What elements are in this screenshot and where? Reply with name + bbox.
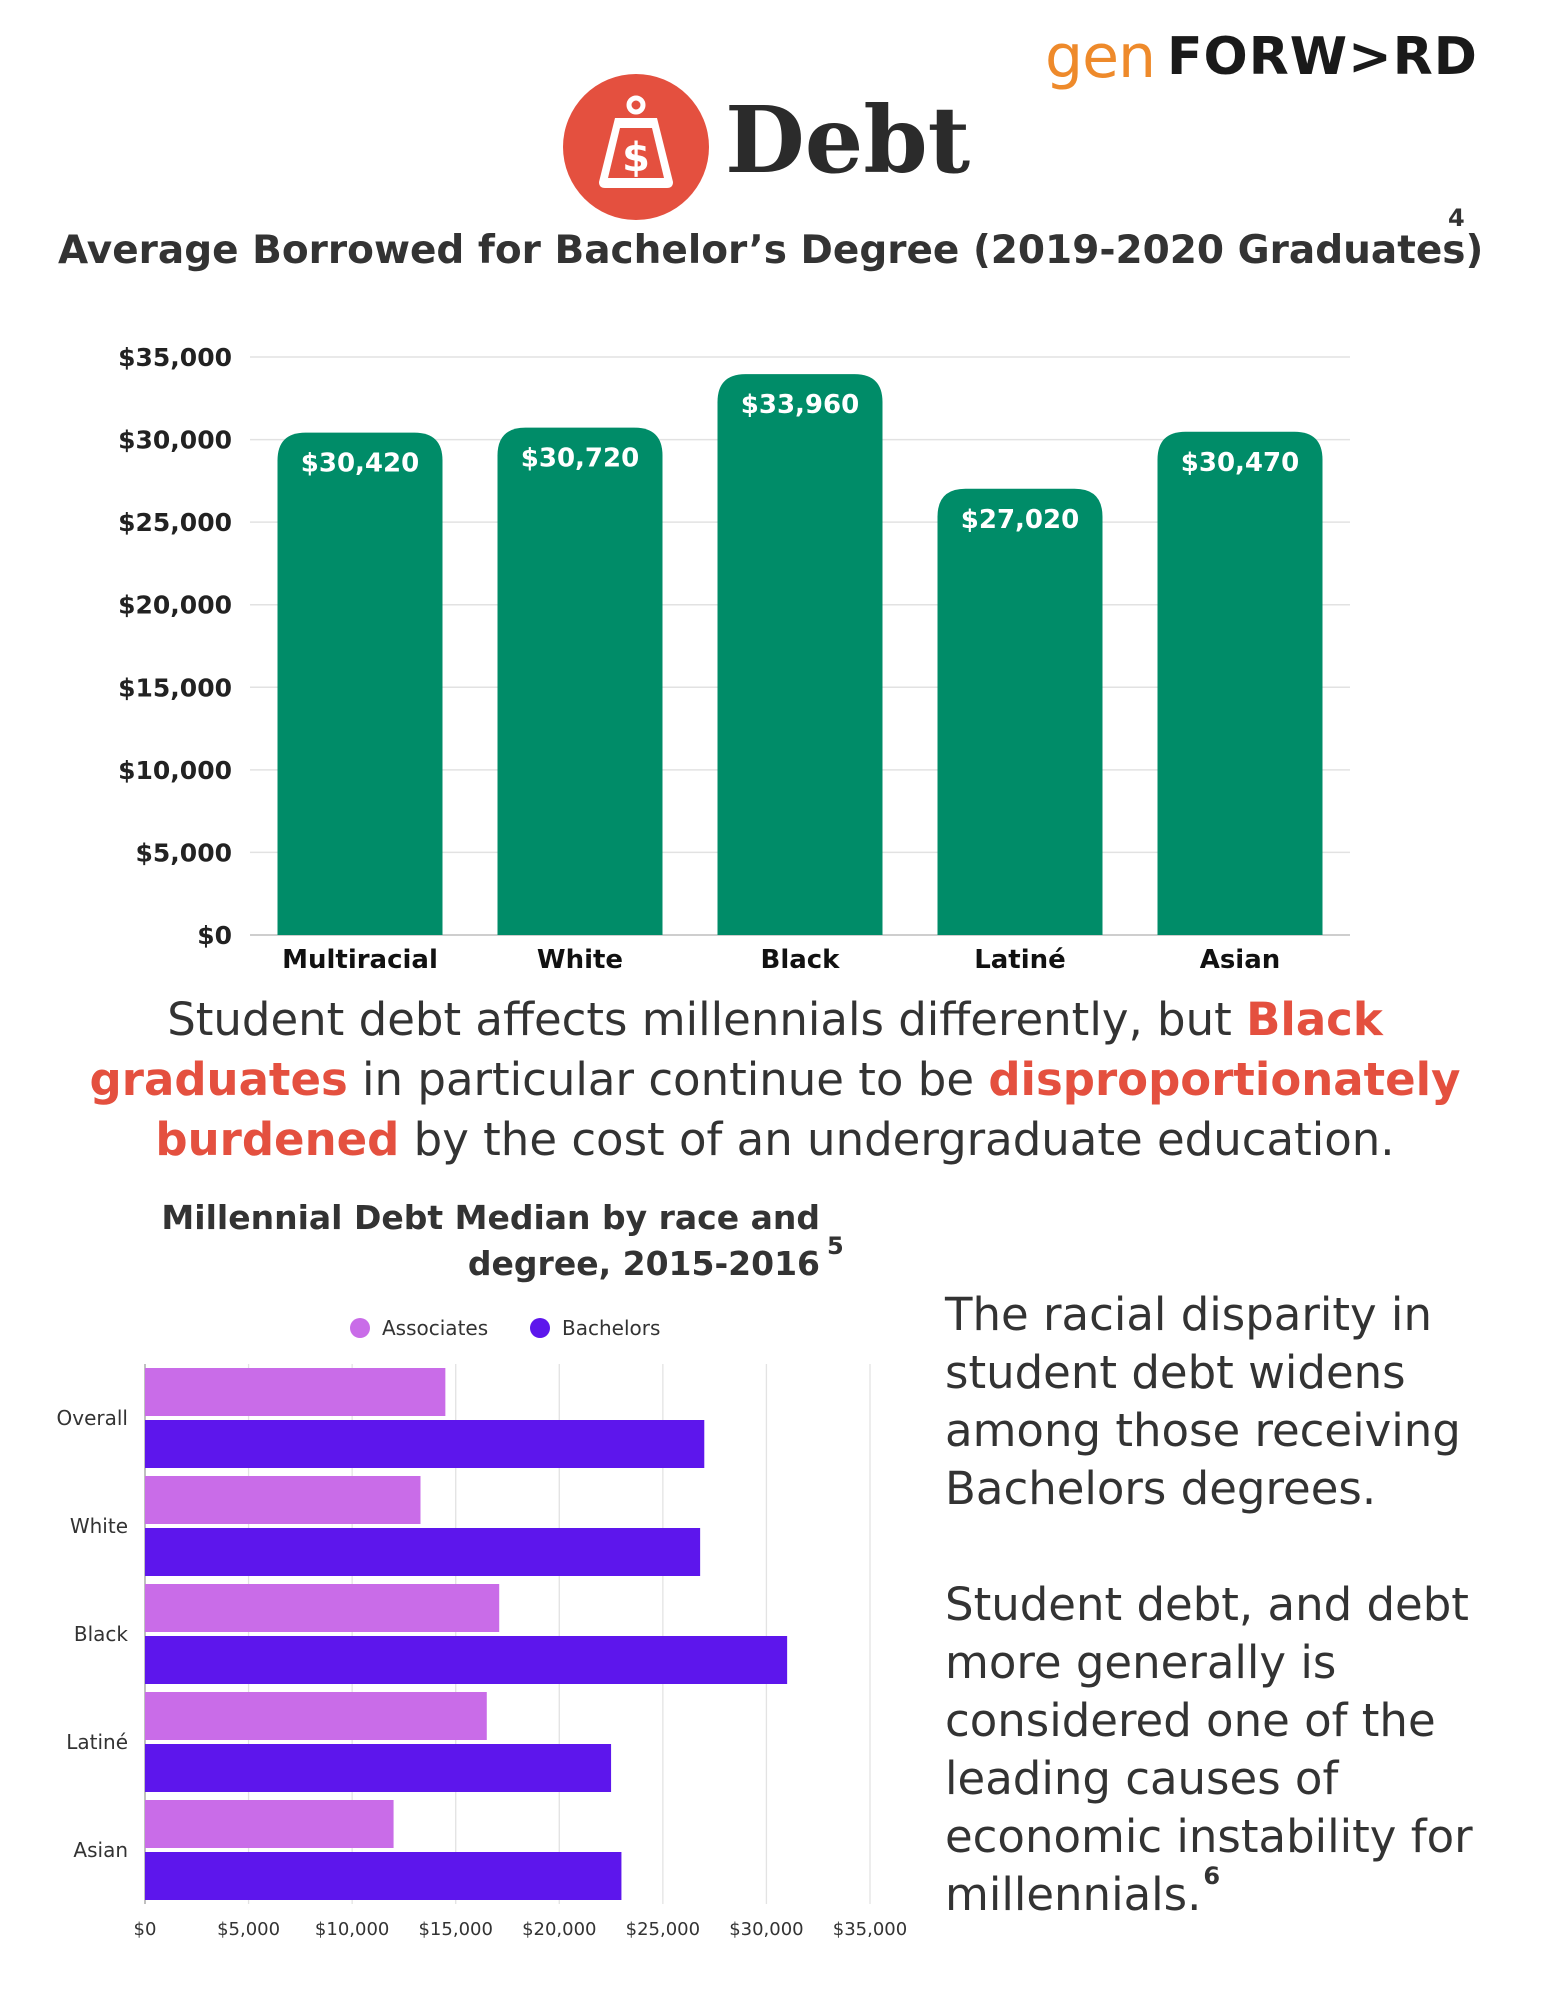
chart2-x-tick: $15,000 [418,1919,493,1940]
chart2-x-tick: $30,000 [729,1919,804,1940]
chart2-x-tick: $0 [133,1919,157,1940]
chart2-bar-white-associates [145,1476,421,1524]
chart2-title [120,1195,820,1287]
key-statement [80,990,1470,1170]
chart1-x-label: Asian [1199,945,1281,975]
chart2-x-tick: $35,000 [832,1919,908,1940]
side-commentary [945,1286,1505,1931]
chart2-bar-black-bachelors [145,1636,787,1684]
chart2-x-tick: $10,000 [314,1919,390,1940]
side-paragraph-2-text: Student debt, and debt more generally is considered one of the leading causes of economic instability for millennials. [945,1578,1473,1921]
chart1-bar-multiracial [278,433,443,935]
chart1-bar-white [498,428,663,935]
chart2-bar-latine-bachelors [145,1744,611,1792]
chart2-x-tick: $20,000 [522,1919,597,1940]
chart2-title-line1: Millennial Debt Median by race and [161,1198,820,1237]
section-title: Debt [725,86,971,194]
statement-text-1: Student debt affects millennials differently, but [167,993,1247,1046]
chart1-data-label: $30,420 [300,448,420,479]
money-bag-icon [563,74,709,220]
chart2-x-tick: $5,000 [217,1919,281,1940]
chart2-title-line2: degree, 2015-2016 [467,1244,820,1283]
chart1-x-label: White [536,945,624,975]
chart2-category-label: Latiné [66,1730,128,1754]
chart1-y-tick: $10,000 [118,755,232,785]
chart2-footnote: 5 [827,1232,844,1260]
side-paragraph-1: The racial disparity in student debt widens among those receiving Bachelors degrees. [945,1288,1461,1515]
statement-highlight-burdened: disproportionately burdened [155,1053,1461,1166]
chart1-data-label: $27,020 [960,504,1080,535]
legend-label-associates: Associates [382,1316,489,1340]
chart2-bar-latine-associates [145,1692,487,1740]
legend-marker-bachelors [530,1318,550,1338]
chart2-bar-overall-associates [145,1368,445,1416]
chart2-category-label: Black [73,1622,128,1646]
chart2-x-tick: $25,000 [625,1919,701,1940]
chart2-bar-white-bachelors [145,1528,700,1576]
chart1-data-label: $30,720 [520,443,640,474]
chart1-y-tick: $0 [197,921,232,950]
chart1-bar-black [718,374,883,935]
genforward-logo [1045,12,1478,102]
statement-text-2: in particular continue to be [347,1053,989,1106]
chart1-y-tick: $5,000 [135,838,232,868]
chart2-bar-asian-bachelors [145,1852,621,1900]
chart1-title: Average Borrowed for Bachelor’s Degree (2019-2020 Graduates) [58,228,1484,273]
chart1-x-label: Latiné [974,945,1066,975]
chart1-data-label: $33,960 [740,390,860,421]
chart1-y-tick: $15,000 [118,673,232,703]
chart2-bar-overall-bachelors [145,1420,704,1468]
legend-marker-associates [350,1318,370,1338]
side-paragraph-2 [945,1576,1505,1931]
chart2-bar-black-associates [145,1584,499,1632]
statement-highlight-black-graduates: Black graduates [89,993,1383,1106]
chart1-bar-asian [1158,432,1323,935]
chart1-x-label: Black [760,945,840,975]
millennial-debt-median-chart [0,1300,930,1940]
chart1-footnote: 4 [1448,204,1465,232]
chart2-bar-asian-associates [145,1800,394,1848]
average-borrowed-bar-chart [0,330,1545,990]
logo-gen-text: gen [1045,22,1156,92]
chart2-category-label: White [69,1514,128,1538]
chart2-category-label: Asian [73,1838,128,1862]
chart2-category-label: Overall [56,1406,128,1430]
chart1-x-label: Multiracial [282,945,438,975]
svg-text:$: $ [622,135,650,181]
chart1-y-tick: $20,000 [118,590,232,620]
chart1-bar-latine [938,489,1103,935]
chart1-data-label: $30,470 [1180,447,1300,478]
logo-forward-text: FORW>RD [1167,27,1478,87]
statement-text-3: by the cost of an undergraduate education. [399,1113,1395,1166]
legend-label-bachelors: Bachelors [562,1316,661,1340]
chart1-y-tick: $25,000 [118,508,232,538]
chart1-y-tick: $35,000 [118,343,232,372]
side-footnote: 6 [1203,1862,1221,1890]
chart1-y-tick: $30,000 [118,425,232,455]
